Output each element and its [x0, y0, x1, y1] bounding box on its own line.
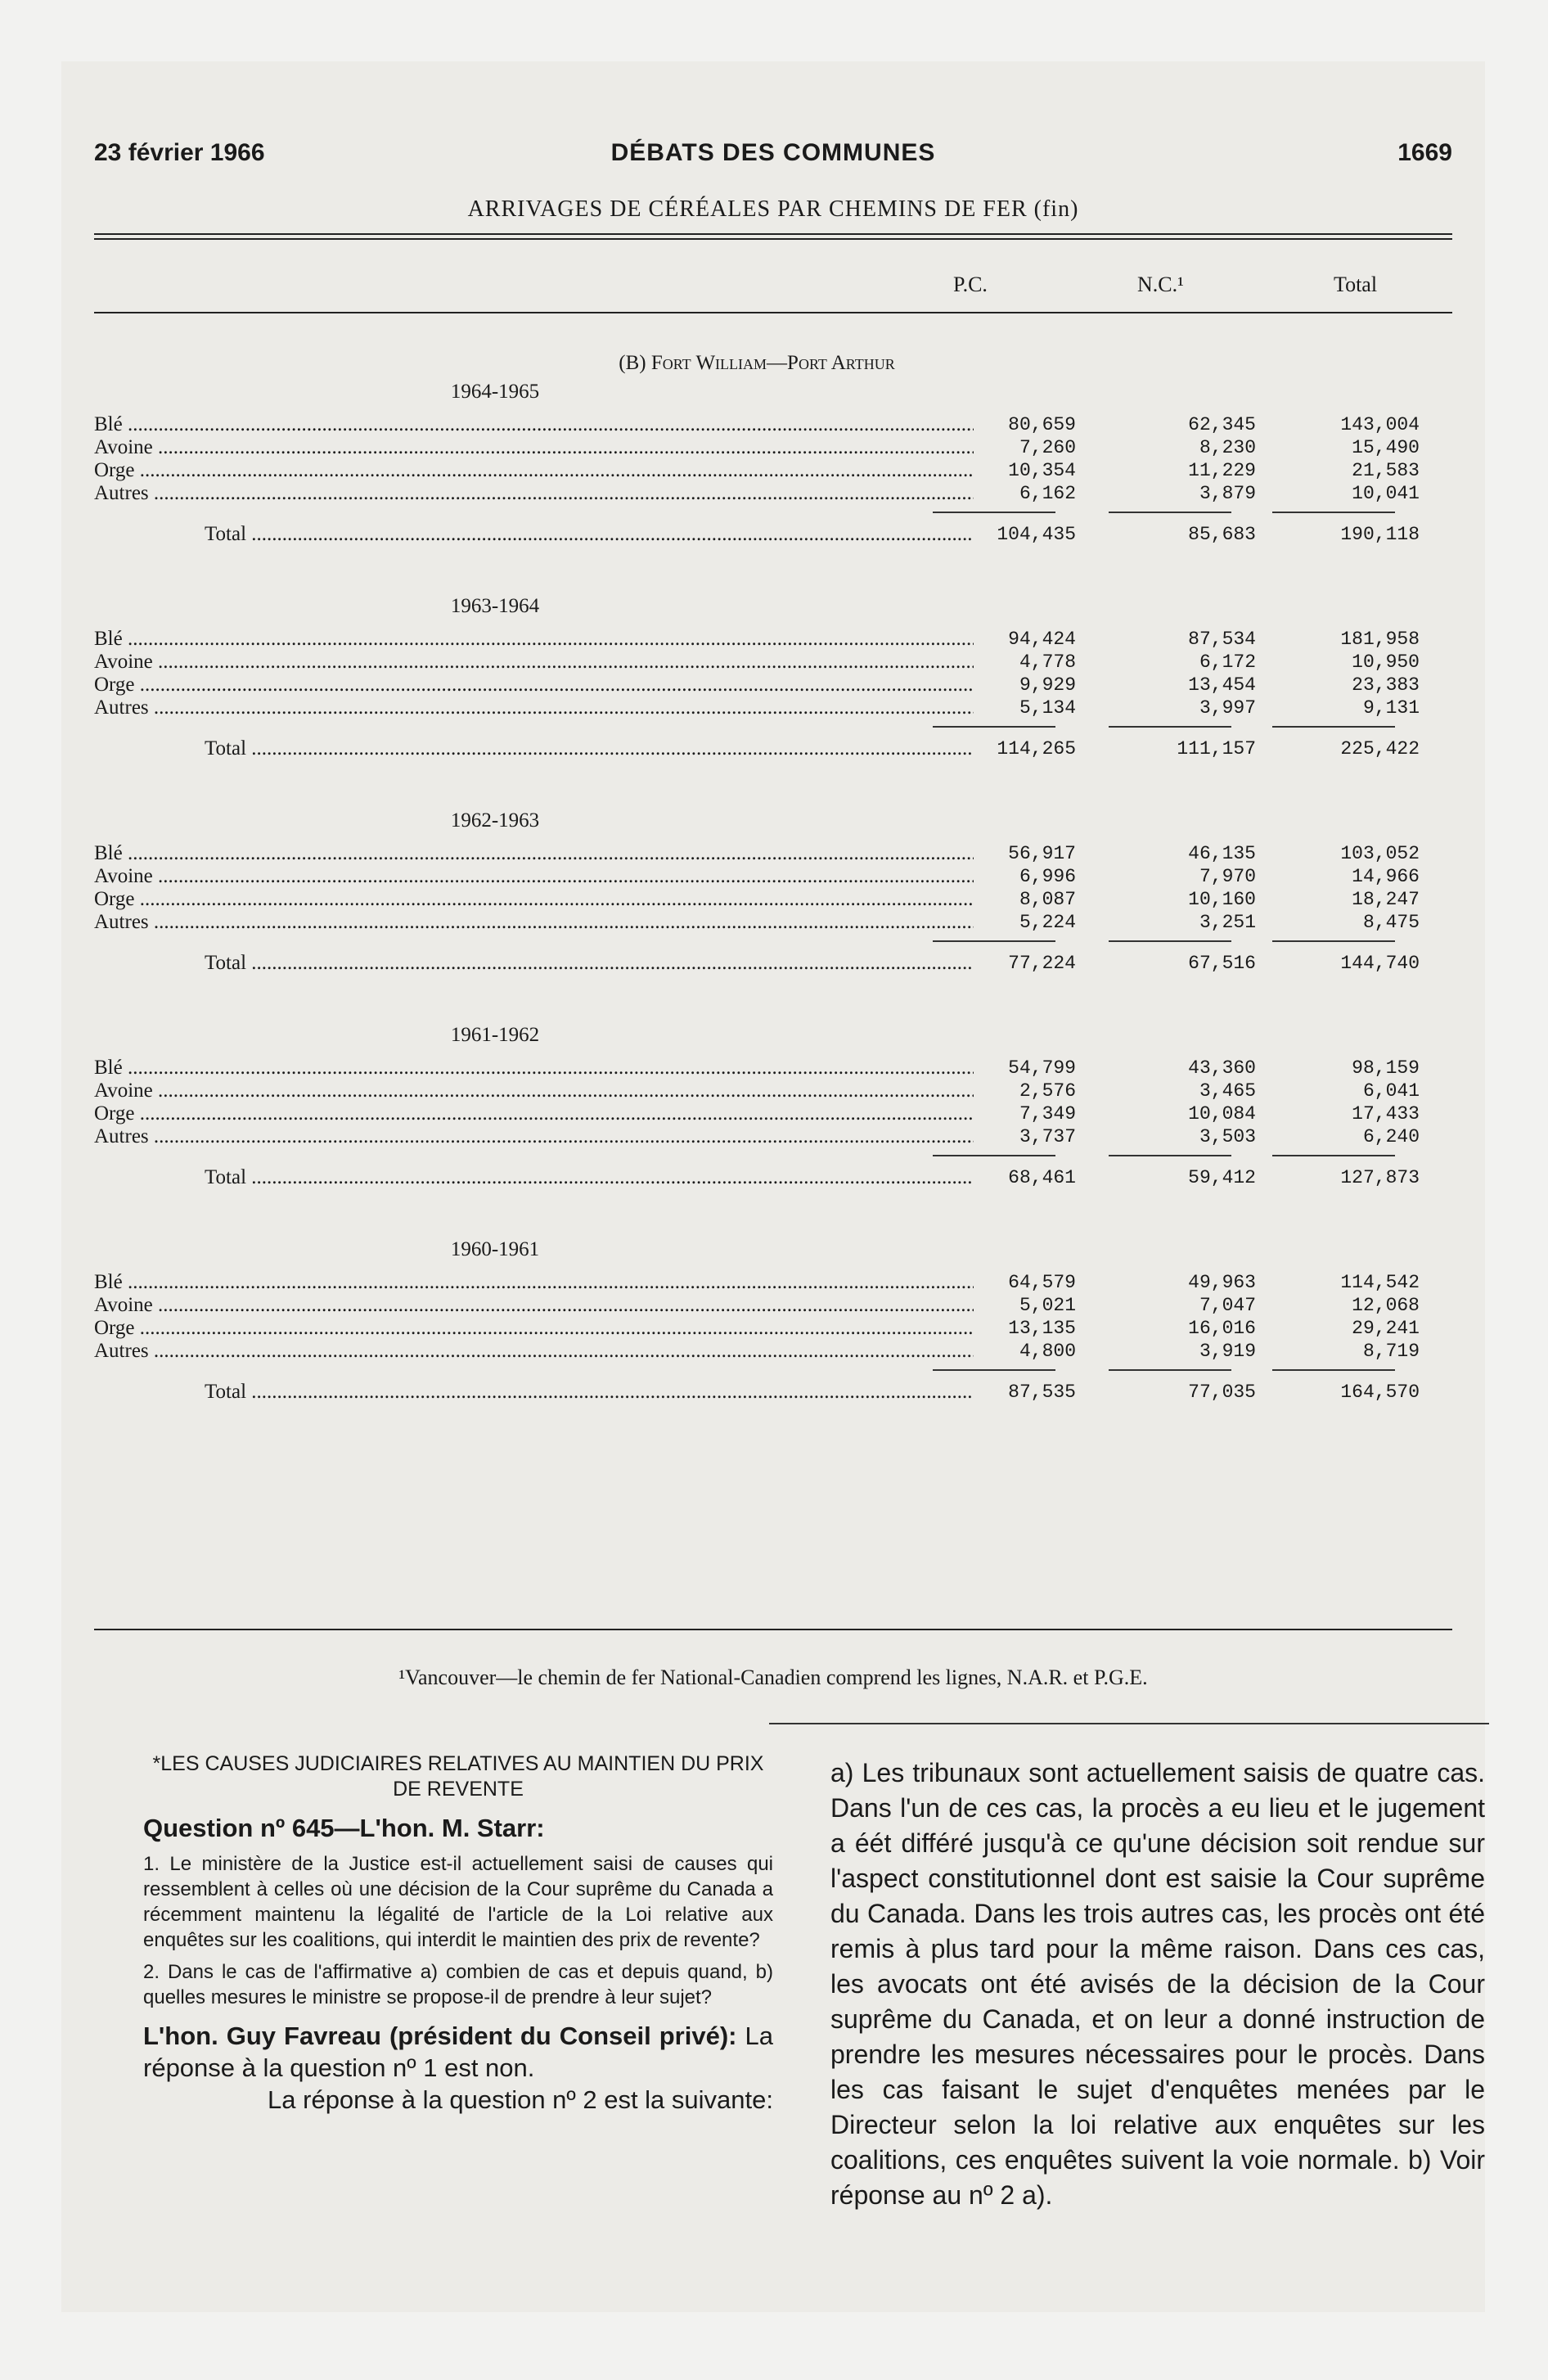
year-heading: 1960-1961	[450, 1238, 540, 1260]
table-row	[94, 674, 1485, 696]
footnote-rule	[769, 1723, 1489, 1724]
col-header-pc: P.C.	[953, 273, 988, 296]
question-1: 1. Le ministère de la Justice est-il actuellement saisi de causes qui ressemblent à celles où une décision de la Cour suprême du Canada a récemment maintenu la légalité de l'article de la Loi relative aux enquêtes sur les coalitions, qui interdit le maintien des prix de revente?	[143, 1853, 773, 1951]
row-label: Blé .....	[94, 413, 974, 436]
question-number	[143, 1814, 773, 1843]
table-row	[94, 1125, 1485, 1148]
total-pc: 77,224	[1008, 953, 1076, 974]
table-row	[94, 1080, 1485, 1102]
total-label: Total .....	[205, 952, 974, 975]
total-total: 190,118	[1340, 524, 1420, 545]
table-top-rule	[94, 233, 1452, 235]
table-row	[94, 628, 1485, 651]
sum-rule	[933, 1369, 1055, 1371]
cell-nc: 3,879	[1199, 483, 1256, 504]
row-label: Avoine .....	[94, 651, 974, 674]
total-label: Total .....	[205, 1381, 974, 1404]
sum-rule	[1272, 1155, 1395, 1156]
cell-total: 12,068	[1352, 1295, 1420, 1316]
year-heading: 1963-1964	[450, 595, 540, 617]
cell-pc: 7,260	[1019, 437, 1076, 458]
total-total: 164,570	[1340, 1382, 1420, 1403]
table-row	[94, 459, 1485, 482]
table-row	[94, 482, 1485, 505]
total-label: Total .....	[205, 737, 974, 760]
cell-total: 114,542	[1340, 1272, 1420, 1293]
section-heading: (B) Fort William—Port Arthur	[619, 352, 895, 374]
row-label: Orge .....	[94, 459, 974, 482]
answer-column	[830, 1756, 1485, 2213]
answer-speaker: L'hon. Guy Favreau (président du Conseil privé):	[143, 2022, 737, 2050]
answer-2: La réponse à la question nº 2 est la suivante:	[268, 2085, 773, 2114]
table-title: ARRIVAGES DE CÉRÉALES PAR CHEMINS DE FER (fin)	[467, 196, 1079, 222]
cell-total: 103,052	[1340, 843, 1420, 864]
table-total-row	[94, 952, 1485, 975]
row-label: Autres .....	[94, 696, 974, 719]
table-top-rule-2	[94, 238, 1452, 240]
total-label: Total .....	[205, 1166, 974, 1189]
cell-nc: 16,016	[1188, 1318, 1256, 1339]
sum-rule	[1109, 1155, 1231, 1156]
cell-nc: 3,503	[1199, 1126, 1256, 1147]
question-2: 2. Dans le cas de l'affirmative a) combien de cas et depuis quand, b) quelles mesures le ministre se propose-il de prendre à leur sujet?	[143, 1961, 773, 2008]
cell-pc: 10,354	[1008, 460, 1076, 481]
cell-nc: 3,919	[1199, 1341, 1256, 1362]
cell-total: 98,159	[1352, 1057, 1420, 1079]
row-label: Avoine .....	[94, 1080, 974, 1102]
cell-total: 8,719	[1362, 1341, 1420, 1362]
table-total-row	[94, 1381, 1485, 1404]
header-page-number: 1669	[1397, 139, 1452, 166]
cell-total: 143,004	[1340, 414, 1420, 435]
sum-rule	[1272, 1369, 1395, 1371]
sum-rule	[1272, 940, 1395, 942]
col-header-nc: N.C.¹	[1137, 273, 1184, 296]
cell-pc: 54,799	[1008, 1057, 1076, 1079]
cell-nc: 87,534	[1188, 629, 1256, 650]
cell-pc: 7,349	[1019, 1103, 1076, 1125]
cell-pc: 8,087	[1019, 889, 1076, 910]
sum-rule	[1272, 726, 1395, 728]
cell-pc: 6,996	[1019, 866, 1076, 887]
question-heading: *LES CAUSES JUDICIAIRES RELATIVES AU MAINTIEN DU PRIX DE REVENTE	[152, 1752, 764, 1801]
row-label: Orge .....	[94, 1102, 974, 1125]
cell-nc: 11,229	[1188, 460, 1256, 481]
total-nc: 67,516	[1188, 953, 1256, 974]
year-heading: 1964-1965	[450, 381, 540, 403]
total-pc: 87,535	[1008, 1382, 1076, 1403]
row-label: Avoine .....	[94, 865, 974, 888]
answer-paragraph	[143, 2020, 773, 2084]
total-nc: 59,412	[1188, 1167, 1256, 1188]
table-row	[94, 1317, 1485, 1340]
total-pc: 104,435	[997, 524, 1076, 545]
row-label: Blé .....	[94, 1057, 974, 1080]
cell-nc: 10,160	[1188, 889, 1256, 910]
cell-nc: 10,084	[1188, 1103, 1256, 1125]
row-label: Autres .....	[94, 482, 974, 505]
col-header-total: Total	[1334, 273, 1378, 296]
sum-rule	[1109, 512, 1231, 513]
table-row	[94, 888, 1485, 911]
cell-pc: 80,659	[1008, 414, 1076, 435]
cell-total: 6,041	[1362, 1080, 1420, 1102]
row-label: Blé .....	[94, 1271, 974, 1294]
year-heading: 1962-1963	[450, 809, 540, 832]
cell-pc: 94,424	[1008, 629, 1076, 650]
row-label: Blé .....	[94, 842, 974, 865]
question-number-text: Question nº 645—L'hon. M. Starr:	[143, 1814, 545, 1842]
cell-total: 17,433	[1352, 1103, 1420, 1125]
cell-total: 14,966	[1352, 866, 1420, 887]
total-total: 127,873	[1340, 1167, 1420, 1188]
table-row	[94, 1102, 1485, 1125]
row-label: Orge .....	[94, 1317, 974, 1340]
cell-nc: 7,970	[1199, 866, 1256, 887]
sum-rule	[933, 940, 1055, 942]
cell-nc: 62,345	[1188, 414, 1256, 435]
table-total-row	[94, 1166, 1485, 1189]
total-pc: 68,461	[1008, 1167, 1076, 1188]
table-row	[94, 1057, 1485, 1080]
total-label: Total .....	[205, 523, 974, 546]
cell-nc: 7,047	[1199, 1295, 1256, 1316]
cell-pc: 9,929	[1019, 674, 1076, 696]
cell-nc: 46,135	[1188, 843, 1256, 864]
footnote: ¹Vancouver—le chemin de fer National-Canadien comprend les lignes, N.A.R. et P.G.E.	[398, 1666, 1148, 1689]
cell-nc: 3,997	[1199, 697, 1256, 719]
cell-pc: 4,800	[1019, 1341, 1076, 1362]
table-row	[94, 911, 1485, 934]
header-date: 23 février 1966	[94, 139, 265, 166]
cell-total: 15,490	[1352, 437, 1420, 458]
cell-total: 181,958	[1340, 629, 1420, 650]
answer-right-text: a) Les tribunaux sont actuellement saisis de quatre cas. Dans l'un de ces cas, la procès a eu lieu et le jugement a éét différé jusqu'à ce qu'une décision soit rendue sur l'aspect constitutionnel dont est saisie la Cour suprême du Canada. Dans les trois autres cas, les procès ont été remis à plus tard pour la même raison. Dans ces cas, les avocats ont été avisés de la décision de la Cour suprême du Canada, et on leur a donné instruction de prendre les mesures nécessaires pour le procès. Dans les cas faisant le sujet d'enquêtes menées par le Directeur selon la loi relative aux enquêtes sur les coalitions, ces enquêtes suivent la voie normale. b) Voir réponse au nº 2 a).	[830, 1758, 1485, 2210]
sum-rule	[933, 726, 1055, 728]
cell-total: 10,041	[1352, 483, 1420, 504]
table-total-row	[94, 737, 1485, 760]
table-row	[94, 696, 1485, 719]
row-label: Blé .....	[94, 628, 974, 651]
row-label: Orge .....	[94, 674, 974, 696]
row-label: Autres .....	[94, 911, 974, 934]
table-bottom-rule	[94, 1629, 1452, 1630]
total-nc: 111,157	[1177, 738, 1256, 760]
question-column	[143, 1751, 773, 2116]
cell-nc: 49,963	[1188, 1272, 1256, 1293]
cell-nc: 3,251	[1199, 912, 1256, 933]
cell-pc: 5,224	[1019, 912, 1076, 933]
cell-total: 23,383	[1352, 674, 1420, 696]
row-label: Avoine .....	[94, 436, 974, 459]
sum-rule	[1109, 726, 1231, 728]
cell-pc: 6,162	[1019, 483, 1076, 504]
cell-pc: 64,579	[1008, 1272, 1076, 1293]
cell-pc: 13,135	[1008, 1318, 1076, 1339]
answer-1: La réponse à la question nº 1 est non.	[143, 2022, 773, 2082]
total-nc: 85,683	[1188, 524, 1256, 545]
cell-pc: 5,021	[1019, 1295, 1076, 1316]
table-row	[94, 436, 1485, 459]
cell-nc: 3,465	[1199, 1080, 1256, 1102]
table-row	[94, 651, 1485, 674]
row-label: Autres .....	[94, 1125, 974, 1148]
cell-pc: 3,737	[1019, 1126, 1076, 1147]
cell-total: 9,131	[1362, 697, 1420, 719]
row-label: Avoine .....	[94, 1294, 974, 1317]
year-heading: 1961-1962	[450, 1024, 540, 1046]
cell-total: 6,240	[1362, 1126, 1420, 1147]
table-row	[94, 1294, 1485, 1317]
cell-total: 18,247	[1352, 889, 1420, 910]
cell-pc: 56,917	[1008, 843, 1076, 864]
table-row	[94, 842, 1485, 865]
total-total: 144,740	[1340, 953, 1420, 974]
cell-nc: 6,172	[1199, 651, 1256, 673]
sum-rule	[1109, 940, 1231, 942]
cell-pc: 2,576	[1019, 1080, 1076, 1102]
cell-total: 8,475	[1362, 912, 1420, 933]
sum-rule	[1272, 512, 1395, 513]
header-publication: DÉBATS DES COMMUNES	[610, 139, 936, 166]
table-total-row	[94, 523, 1485, 546]
cell-pc: 5,134	[1019, 697, 1076, 719]
total-nc: 77,035	[1188, 1382, 1256, 1403]
table-row	[94, 1271, 1485, 1294]
table-row	[94, 413, 1485, 436]
total-total: 225,422	[1340, 738, 1420, 760]
cell-nc: 13,454	[1188, 674, 1256, 696]
cell-pc: 4,778	[1019, 651, 1076, 673]
table-row	[94, 1340, 1485, 1363]
sum-rule	[933, 512, 1055, 513]
cell-nc: 8,230	[1199, 437, 1256, 458]
cell-total: 21,583	[1352, 460, 1420, 481]
cell-nc: 43,360	[1188, 1057, 1256, 1079]
page	[61, 61, 1485, 2312]
cell-total: 10,950	[1352, 651, 1420, 673]
sum-rule	[933, 1155, 1055, 1156]
table-row	[94, 865, 1485, 888]
sum-rule	[1109, 1369, 1231, 1371]
row-label: Autres .....	[94, 1340, 974, 1363]
col-header-rule	[94, 312, 1452, 313]
total-pc: 114,265	[997, 738, 1076, 760]
row-label: Orge .....	[94, 888, 974, 911]
cell-total: 29,241	[1352, 1318, 1420, 1339]
